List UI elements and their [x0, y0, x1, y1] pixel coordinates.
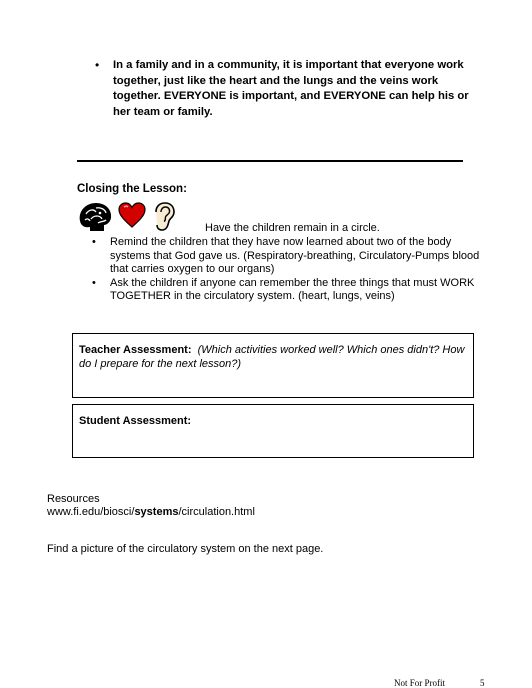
- teamwork-paragraph: In a family and in a community, it is important that everyone work together, just like the heart and the lungs and the veins work together. EVERYONE is important, and EVERYONE can help his or her team or family.: [113, 59, 469, 118]
- resource-url-suffix: /circulation.html: [178, 506, 255, 518]
- teacher-assessment-label: Teacher Assessment:: [79, 344, 192, 356]
- bullet-marker: •: [92, 236, 96, 248]
- section-divider: [77, 160, 463, 162]
- find-picture-note: Find a picture of the circulatory system on the next page.: [47, 543, 324, 555]
- heart-icon: [117, 201, 147, 229]
- student-assessment-text: [73, 405, 473, 428]
- list-item-text: Ask the children if anyone can remember the three things that must WORK TOGETHER in the circulatory system. (heart, lungs, veins): [110, 276, 475, 302]
- closing-intro: Have the children remain in a circle.: [205, 222, 380, 234]
- resources-heading: Resources: [47, 493, 100, 505]
- student-assessment-box[interactable]: [72, 404, 474, 458]
- resource-url-bold: systems: [134, 506, 179, 518]
- list-item: [92, 277, 492, 304]
- closing-bullet-list: [92, 236, 492, 304]
- brain-icon: [76, 201, 114, 233]
- resource-url-prefix: www.fi.edu/biosci/: [47, 506, 135, 518]
- resource-link[interactable]: [47, 506, 255, 518]
- lesson-icons: [76, 201, 179, 233]
- closing-heading: Closing the Lesson:: [77, 183, 187, 195]
- list-item-text: Remind the children that they have now learned about two of the body systems that God gave us. (Respiratory-breathing, Circulatory-Pumps blood that carries oxygen to our organs): [110, 236, 480, 275]
- teacher-assessment-prompt: (Which activities worked well? Which ones didn't? How do I prepare for the next lesson?): [79, 344, 465, 370]
- teacher-assessment-box[interactable]: [72, 333, 474, 398]
- ear-icon: [150, 201, 176, 233]
- list-item: [92, 236, 492, 277]
- page-number: 5: [480, 678, 485, 688]
- footer-text: Not For Profit: [394, 678, 446, 688]
- bullet-marker: •: [95, 58, 100, 72]
- bullet-marker: •: [92, 276, 96, 289]
- teacher-assessment-text: [73, 334, 473, 371]
- student-assessment-label: Student Assessment:: [79, 415, 192, 427]
